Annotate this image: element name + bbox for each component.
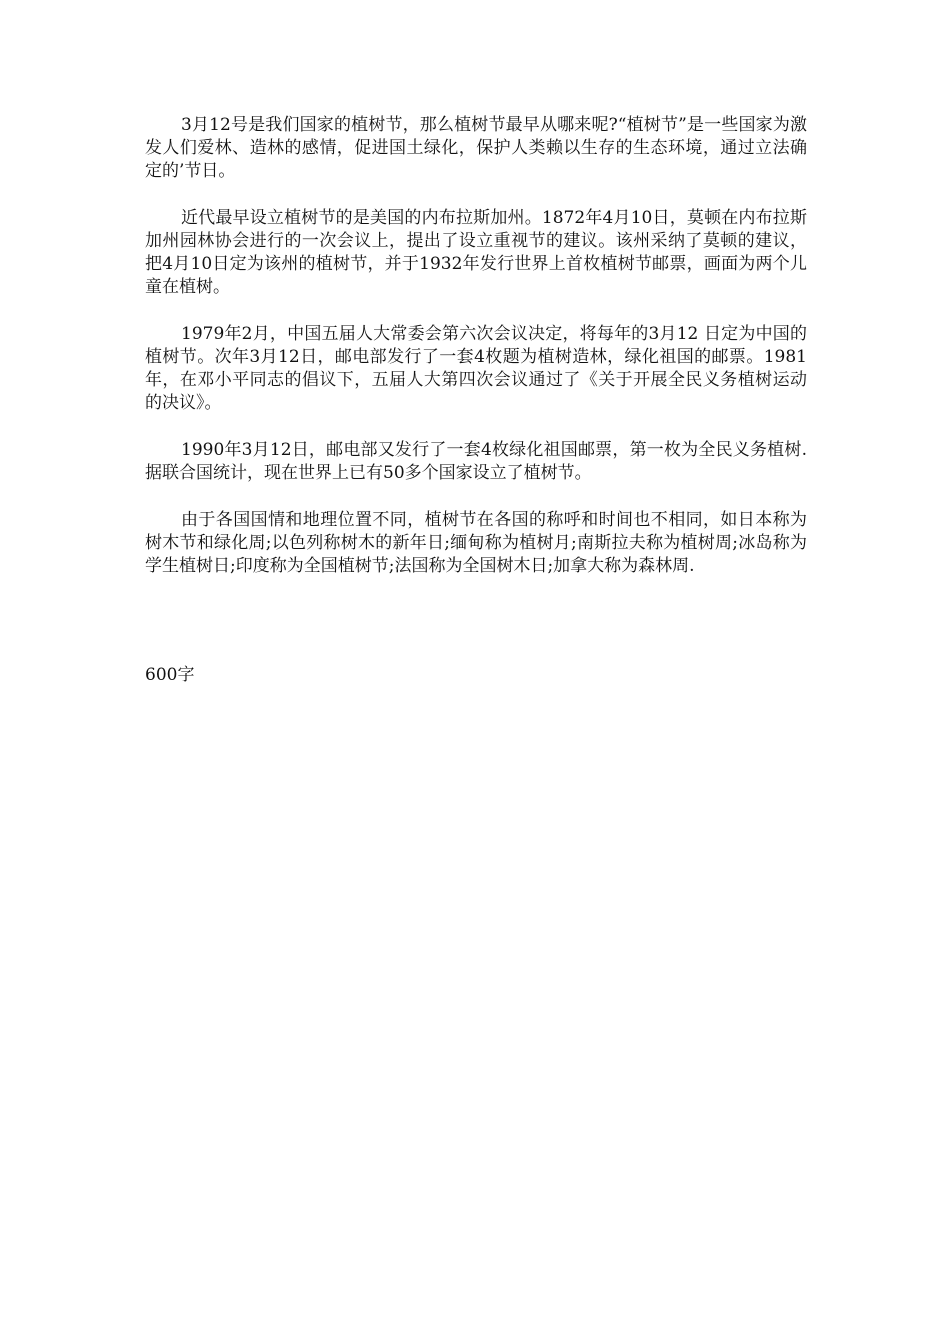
word-count: 600字: [145, 665, 195, 685]
document-body: [145, 114, 829, 602]
paragraph-3: 1979年2月，中国五届人大常委会第六次会议决定，将每年的3月12 日定为中国的植树节。次年3月12日，邮电部发行了一套4枚题为植树造林，绿化祖国的邮票。1981年，在邓小平同志的倡议下，五届人大第四次会议通过了《关于开展全民义务植树运动的决议》。: [145, 324, 807, 413]
paragraph-2: 近代最早设立植树节的是美国的内布拉斯加州。1872年4月10日，莫顿在内布拉斯加州园林协会进行的一次会议上，提出了设立重视节的建议。该州采纳了莫顿的建议，把4月10日定为该州的植树节，并于1932年发行世界上首枚植树节邮票，画面为两个儿童在植树。: [145, 208, 807, 297]
paragraph-4: 1990年3月12日，邮电部又发行了一套4枚绿化祖国邮票，第一枚为全民义务植树. 据联合国统计，现在世界上已有50多个国家设立了植树节。: [145, 440, 829, 483]
paragraph-1: 3月12号是我们国家的植树节，那么植树节最早从哪来呢?“植树节”是一些国家为激发人们爱林、造林的感情，促进国土绿化，保护人类赖以生存的生态环境，通过立法确定的’节日。: [145, 115, 807, 181]
paragraph-5: 由于各国国情和地理位置不同，植树节在各国的称呼和时间也不相同，如日本称为树木节和绿化周;以色列称树木的新年日;缅甸称为植树月;南斯拉夫称为植树周;冰岛称为学生植树日;印度称为全国植树节;法国称为全国树木日;加拿大称为森林周.: [145, 510, 807, 576]
